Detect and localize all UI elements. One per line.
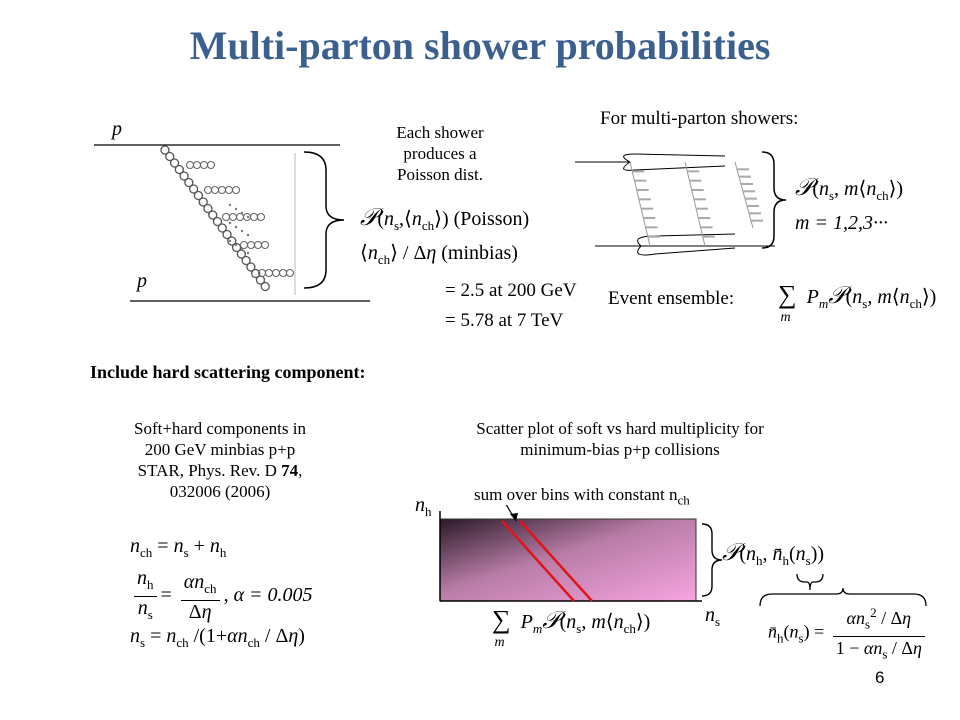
multi-parton-probability: $𝒫(n_s$, $m⟨n_{ch}⟩$) [795, 175, 904, 203]
shower-dot [235, 226, 237, 228]
gluon-branches [187, 162, 294, 277]
multi-shower-brace [760, 150, 790, 250]
mini-gluon-ticks [632, 169, 763, 236]
gluon-diagonal-coil [161, 146, 269, 291]
gluon-chain [161, 146, 269, 291]
page-number: 6 [875, 668, 885, 687]
gluon-branch [187, 162, 215, 169]
hard-scattering-heading: Include hard scattering component: [90, 362, 366, 382]
soft-hard-reference [95, 418, 345, 502]
gluon-branch [223, 214, 265, 221]
mini-shower-2 [685, 162, 705, 246]
eq-ratio: $\frac{n_h}{n_s}$ = $\frac{\alpha n_{ch}}{\Delta\eta}$ , α = 0.005 [130, 567, 313, 626]
shower-dot [247, 252, 249, 254]
event-ensemble-sum: $\sum_mP_m𝒫(n_s$, $m⟨n_{ch}⟩$) [778, 280, 937, 325]
shower-dots [229, 204, 249, 254]
shower-dot [241, 212, 243, 214]
scatter-sum: $\sum_mP_m𝒫(n_s$, $m⟨n_{ch}⟩$) [492, 605, 651, 650]
eq-ns: $n_s = n_{ch}$ $/(1+\alpha n_{ch} / \Delta\eta)$ [130, 625, 305, 650]
multi-shower-diagram [575, 148, 785, 263]
poisson-note [370, 122, 510, 185]
y-axis-letter: n [415, 494, 425, 516]
volume-number: 74 [281, 461, 299, 480]
value-7tev: = 5.78 at 7 TeV [445, 310, 564, 331]
reference-line: STAR, Phys. Rev. D 74, [137, 461, 303, 480]
shower-dot [241, 230, 243, 232]
x-axis-sub: s [715, 614, 721, 629]
poisson-tag: (Poisson) [453, 208, 530, 230]
mean-hard-formula: $n̄_h(n_s)$ = $\frac{\alpha n_s^2 / \Delta\eta}{1 - \alpha n_s / \Delta\eta}$ [768, 602, 929, 665]
shower-dot [247, 234, 249, 236]
event-ensemble-label: Event ensemble: [608, 288, 735, 309]
mini-shower-1 [630, 162, 650, 246]
m-values: m = 1,2,3··· [795, 212, 888, 234]
shower-dot [235, 244, 237, 246]
reference-line: 200 GeV minbias p+p [144, 440, 296, 459]
gluon-branch [205, 187, 240, 194]
y-axis-sub: h [425, 504, 432, 519]
eq-nch-sum: $n_{ch} = n_s + n_h$ [130, 535, 227, 560]
reference-line: Soft+hard components in [133, 419, 306, 438]
arrow-label-text: sum over bins with constant n [474, 485, 678, 504]
minbias-tag: (minbias) [441, 242, 518, 264]
poisson-equation: $𝒫(n_s,⟨n_{ch}⟩)$ (Poisson) [360, 205, 530, 233]
value-200gev: = 2.5 at 200 GeV [445, 280, 577, 301]
shower-dot [241, 248, 243, 250]
scatter-area [440, 519, 696, 601]
shower-dot [229, 222, 231, 224]
shower-dot [229, 204, 231, 206]
multi-parton-heading: For multi-parton showers: [600, 108, 799, 129]
shower-dot [229, 240, 231, 242]
arrow-label-sub: ch [677, 492, 690, 508]
shower-brace [300, 150, 350, 290]
scatter-brace [700, 522, 724, 598]
page-title: Multi-parton shower probabilities [189, 23, 771, 68]
gluon-branch [259, 270, 294, 277]
alpha-value: α = 0.005 [233, 584, 313, 607]
hard-probability: $𝒫(n_h$, $n̄_h(n_s)$) [722, 540, 825, 568]
proton-bottom-label: p [137, 270, 147, 292]
mini-shower-3 [735, 162, 753, 228]
scatter-caption [410, 418, 830, 460]
reference-line: 032006 (2006) [169, 482, 271, 501]
scatter-caption-line: Scatter plot of soft vs hard multiplicity for [476, 419, 764, 438]
x-axis-letter: n [705, 604, 715, 626]
minbias-equation: $⟨n_{ch}⟩$ / Δη (minbias) [360, 242, 518, 267]
proton-top-label: p [112, 118, 122, 140]
scatter-caption-line: minimum-bias p+p collisions [520, 440, 720, 459]
poisson-note-line: produces a [403, 144, 477, 163]
gluon-branch [241, 242, 269, 249]
shower-dot [247, 216, 249, 218]
poisson-note-line: Each shower [396, 123, 484, 142]
poisson-note-line: Poisson dist. [397, 165, 483, 184]
shower-dot [235, 208, 237, 210]
scatter-plot [430, 505, 710, 610]
